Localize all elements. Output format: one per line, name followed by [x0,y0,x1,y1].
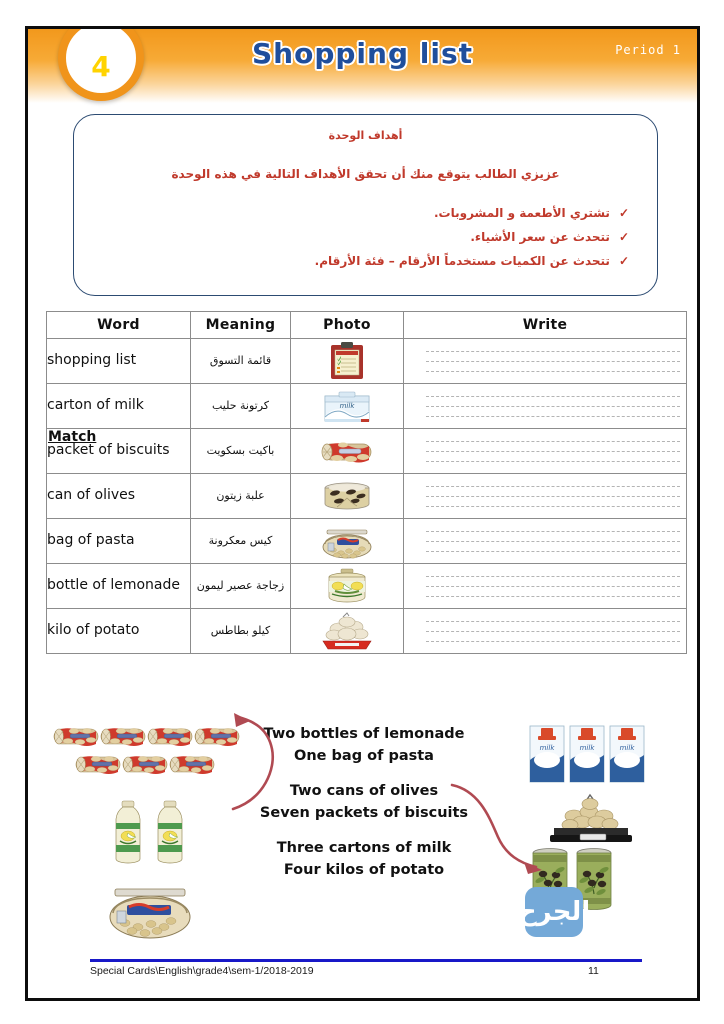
milk-cartons-svg [526,724,676,786]
biscuit-packets-svg [52,727,247,799]
cell-meaning: كيس معكرونة [191,519,291,564]
pasta-bag-svg [95,869,205,941]
column-header-write: Write [404,312,687,339]
footer-page-number: 11 [588,965,599,977]
column-header-meaning: Meaning [191,312,291,339]
worksheet-page [25,26,700,1001]
match-phrase[interactable]: Two cans of olives [289,783,439,800]
footer-path-text: Special Cards\English\grade4\sem-1/2018-2019 [90,965,314,977]
logo-text: الجرح [517,897,591,927]
unit-number-text: 4 [91,49,111,83]
svg-text:milk: milk [539,744,555,752]
lemonade-bottle [158,801,182,863]
biscuit-packet [170,756,214,774]
milk-carton [530,726,564,782]
match-phrase-list [250,723,478,881]
cell-word: packet of biscuits [47,429,191,474]
cell-word: bottle of lemonade [47,564,191,609]
match-phrase[interactable]: Two bottles of lemonade [263,726,465,742]
svg-text:milk: milk [619,744,635,752]
objective-text: تتحدث عن الكميات مستخدماً الأرقام – فئة الأرقام. [314,253,610,268]
match-heading: Match [48,429,97,445]
cell-word: carton of milk [47,384,191,429]
milk-carton [610,726,644,782]
potato-scale-image[interactable] [526,786,676,846]
page-title: Shopping list [252,37,473,70]
objective-text: تشتري الأطعمة و المشروبات. [433,206,610,220]
cell-word: shopping list [47,339,191,384]
match-exercise [28,29,697,998]
lemonade-bottle [116,801,140,863]
match-left-images [52,727,247,941]
biscuit-packet [54,728,98,746]
check-icon: ✓ [618,253,629,268]
cell-word: bag of pasta [47,519,191,564]
cell-meaning: قائمة التسوق [191,339,291,384]
svg-text:milk: milk [579,744,595,752]
svg-text:milk: milk [339,402,355,410]
cell-meaning: كيلو بطاطس [191,609,291,654]
column-header-word: Word [47,312,191,339]
objectives-intro: عزيزي الطالب يتوقع منك أن تحقق الأهداف التالية في هذه الوحدة [171,167,560,181]
biscuit-packet [148,728,192,746]
cell-meaning: باكيت بسكويت [191,429,291,474]
pasta-bag-image[interactable] [52,869,247,941]
objective-text: تتحدث عن سعر الأشياء. [470,229,610,244]
match-phrase[interactable]: Three cartons of milk [276,840,452,857]
lemonade-bottles-svg [107,799,193,869]
biscuit-packets-group[interactable] [52,727,247,799]
match-phrase[interactable]: Seven packets of biscuits [259,805,469,822]
potato-scale-svg [526,786,676,846]
column-header-photo: Photo [291,312,404,339]
lemonade-bottles-group[interactable] [52,799,247,869]
cell-word: can of olives [47,474,191,519]
footer-divider [90,959,642,962]
cell-meaning: علبة زيتون [191,474,291,519]
objectives-title: أهداف الوحدة [328,129,403,142]
biscuit-packet [101,728,145,746]
publisher-logo [517,887,591,937]
milk-carton [570,726,604,782]
match-phrase[interactable]: One bag of pasta [294,748,434,765]
period-label: Period 1 [615,43,681,57]
cell-word: kilo of potato [47,609,191,654]
biscuit-packet [195,728,239,746]
milk-cartons-group[interactable] [526,724,676,786]
match-phrase[interactable]: Four kilos of potato [283,862,445,879]
check-icon: ✓ [618,229,629,244]
biscuit-packet [123,756,167,774]
cell-meaning: زجاجة عصير ليمون [191,564,291,609]
biscuit-packet [76,756,120,774]
check-icon: ✓ [618,206,629,220]
cell-meaning: كرتونة حليب [191,384,291,429]
